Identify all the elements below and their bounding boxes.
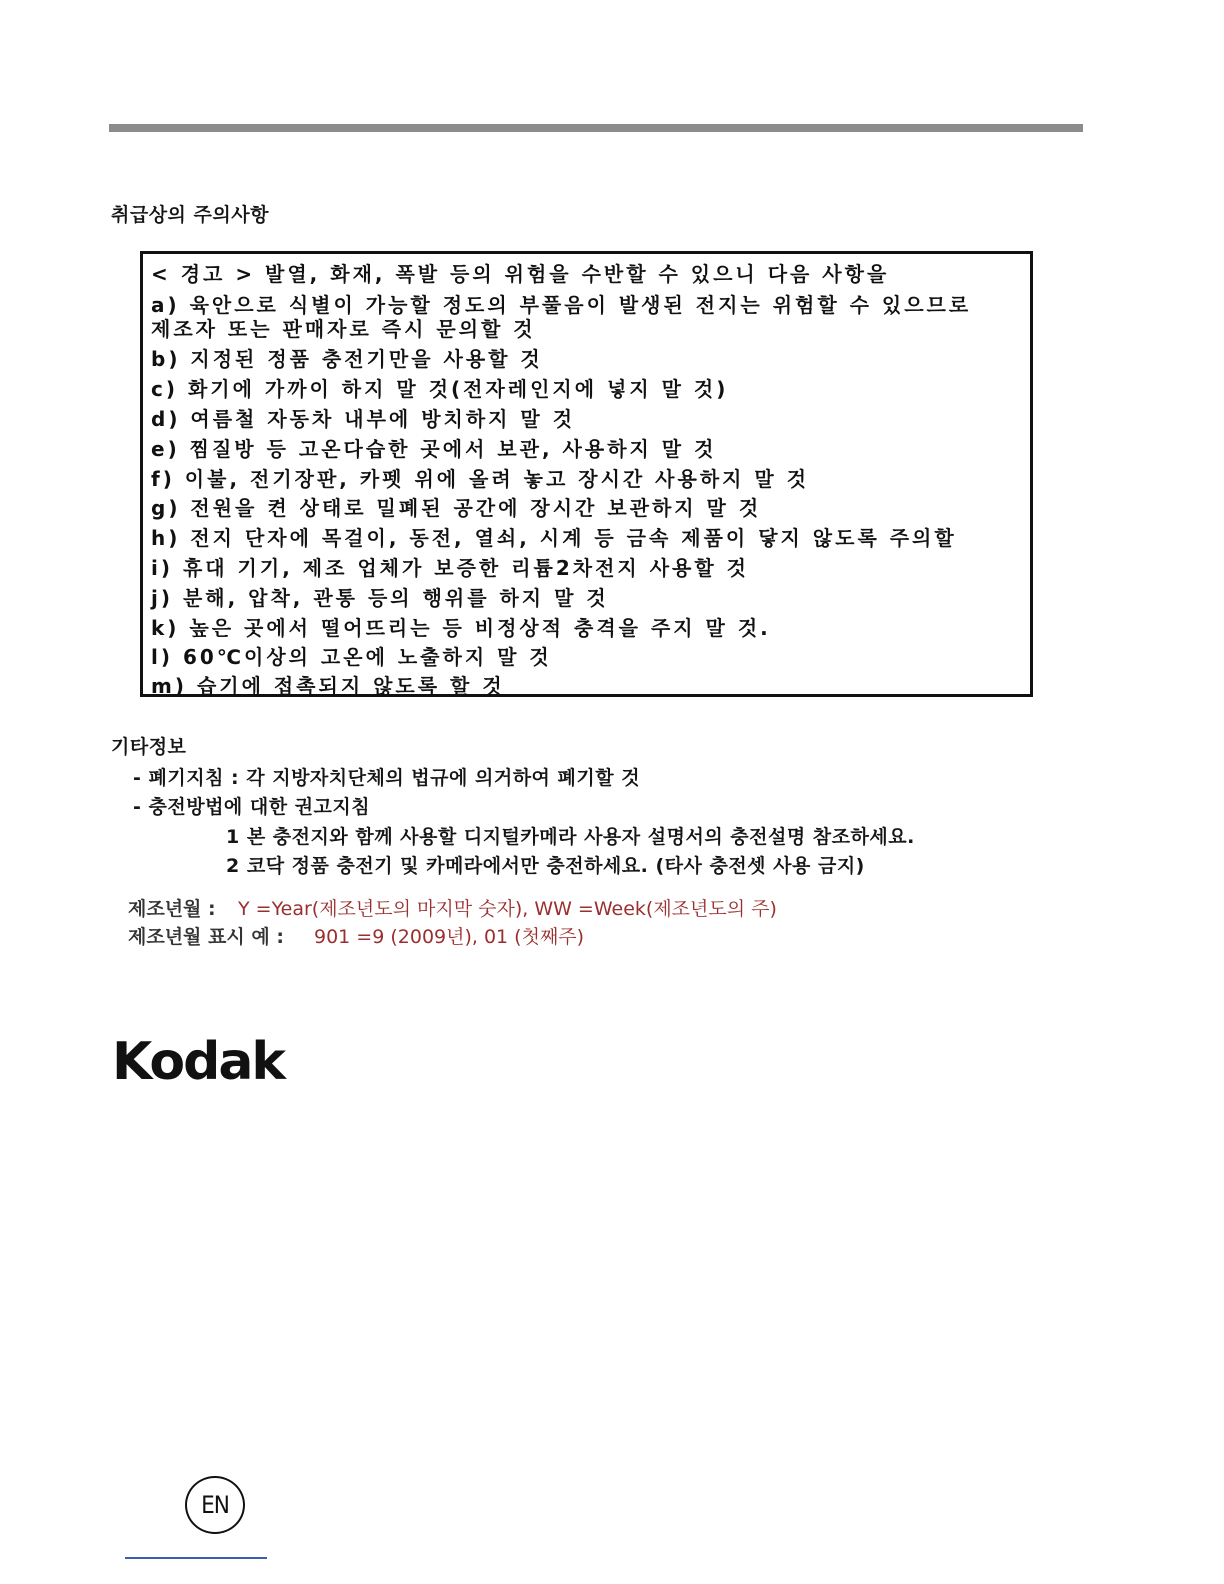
warning-line: i) 휴대 기기, 제조 업체가 보증한 리튬2차전지 사용할 것 [151, 556, 749, 580]
footer-link-underline [125, 1557, 267, 1559]
warning-line: h) 전지 단자에 목걸이, 동전, 열쇠, 시계 등 금속 제품이 닿지 않도록 주의할 [151, 526, 957, 550]
warning-line: l) 60℃이상의 고온에 노출하지 말 것 [151, 645, 552, 669]
precautions-title: 취급상의 주의사항 [111, 204, 269, 226]
charging-guideline-2: 2 코닥 정품 충전기 및 카메라에서만 충전하세요. (타사 충전셋 사용 금지) [226, 855, 865, 877]
language-badge[interactable]: EN [185, 1476, 245, 1534]
warning-line: d) 여름철 자동차 내부에 방치하지 말 것 [151, 407, 576, 431]
manufacture-date-row [128, 894, 777, 921]
charging-guideline-1: 1 본 충전지와 함께 사용할 디지털카메라 사용자 설명서의 충전설명 참조하세요. [226, 826, 915, 848]
manufacture-date-label: 제조년월 : [128, 898, 216, 920]
top-divider [109, 124, 1083, 132]
warning-line: b) 지정된 정품 충전기만을 사용할 것 [151, 347, 543, 371]
manufacture-example-value: 901 =9 (2009년), 01 (첫째주) [314, 926, 585, 948]
warning-line: j) 분해, 압착, 관통 등의 행위를 하지 말 것 [151, 586, 609, 610]
warning-line: g) 전원을 켠 상태로 밀폐된 공간에 장시간 보관하지 말 것 [151, 496, 762, 520]
warning-line: 제조자 또는 판매자로 즉시 문의할 것 [151, 317, 536, 341]
other-info-title: 기타정보 [111, 736, 187, 758]
charging-guideline-title: - 충전방법에 대한 권고지침 [133, 796, 371, 818]
warning-line: e) 찜질방 등 고온다습한 곳에서 보관, 사용하지 말 것 [151, 437, 717, 461]
warning-line: m) 습기에 접촉되지 않도록 할 것 [151, 674, 505, 698]
warning-line: < 경고 > 발열, 화재, 폭발 등의 위험을 수반할 수 있으니 다음 사항을 [151, 262, 890, 286]
warning-line: f) 이불, 전기장판, 카펫 위에 올려 놓고 장시간 사용하지 말 것 [151, 467, 810, 491]
kodak-logo: Kodak [112, 1032, 284, 1092]
disposal-guideline: - 폐기지침 : 각 지방자치단체의 법규에 의거하여 폐기할 것 [133, 767, 641, 789]
warning-line: k) 높은 곳에서 떨어뜨리는 등 비정상적 충격을 주지 말 것. [151, 616, 771, 640]
manufacture-example-row [128, 922, 585, 949]
warning-line: c) 화기에 가까이 하지 말 것(전자레인지에 넣지 말 것) [151, 377, 729, 401]
manufacture-date-value: Y =Year(제조년도의 마지막 숫자), WW =Week(제조년도의 주) [238, 898, 777, 920]
warning-box [140, 251, 1033, 697]
warning-line: a) 육안으로 식별이 가능할 정도의 부풀음이 발생된 전지는 위험할 수 있으므로 [151, 293, 972, 317]
manufacture-example-label: 제조년월 표시 예 : [128, 926, 284, 948]
